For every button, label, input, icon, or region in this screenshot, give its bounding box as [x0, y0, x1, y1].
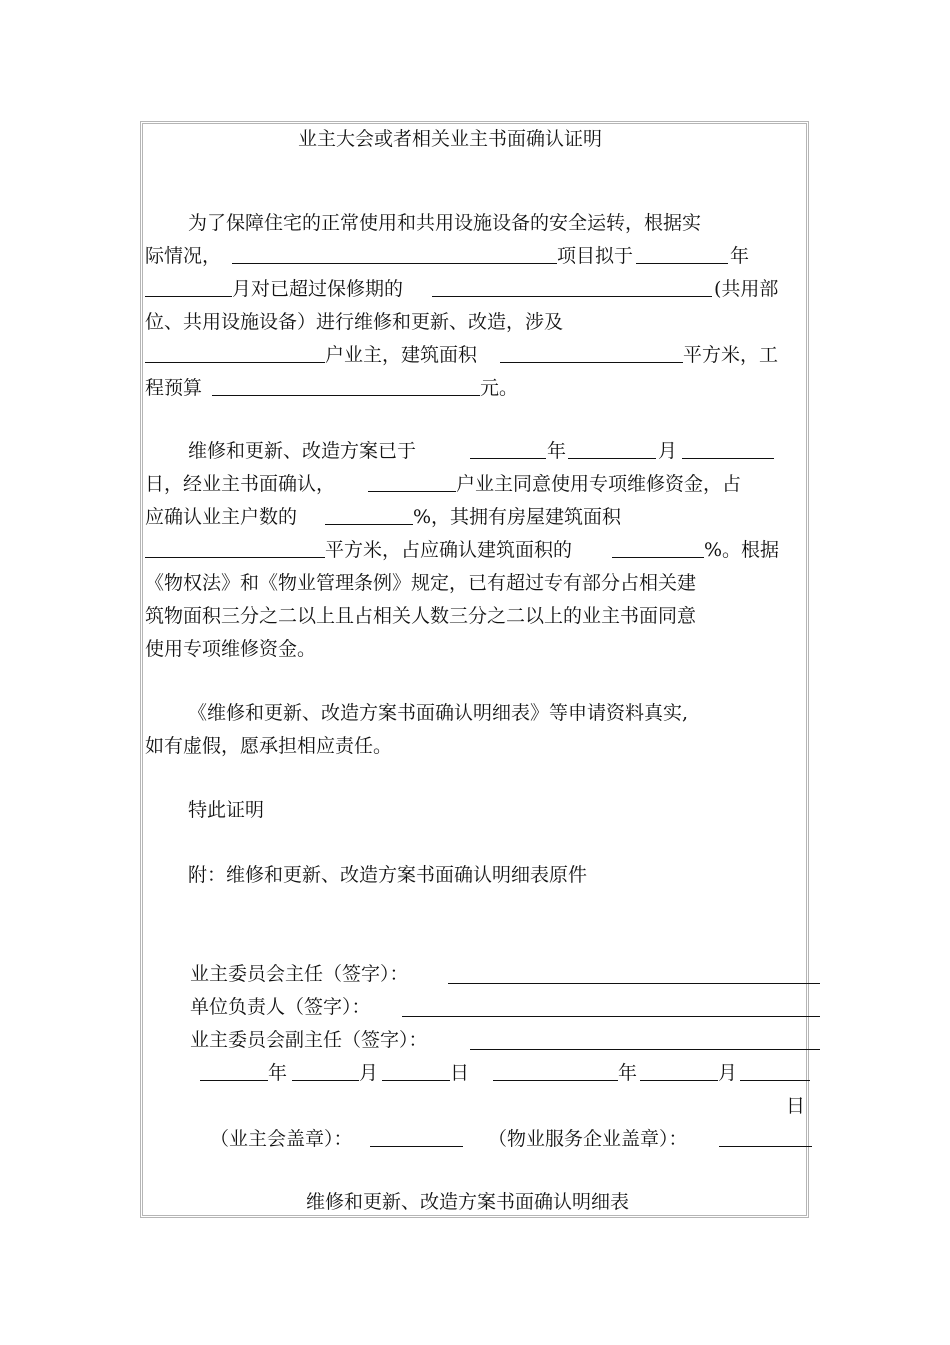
para2-line5: 《物权法》和《物业管理条例》规定，已有超过专有部分占相关建 [145, 572, 697, 594]
property-seal-label: （物业服务企业盖章）： [488, 1128, 688, 1150]
para2-line3-text: %，其拥有房屋建筑面积 [413, 506, 622, 528]
director-signature-label: 业主委员会主任（签字）： [190, 963, 409, 985]
para1-line6-text: 程预算 [145, 377, 203, 399]
property-date-year-label: 年 [618, 1062, 638, 1084]
para1-line4: 位、共用设施设备）进行维修和更新、改造，涉及 [145, 311, 564, 333]
unit-head-signature-label: 单位负责人（签字）： [190, 996, 371, 1018]
budget-blank[interactable] [212, 395, 480, 396]
director-signature-line[interactable] [448, 983, 820, 984]
para1-line2-text: 际情况， [145, 245, 222, 267]
owner-date-month-blank[interactable] [292, 1080, 359, 1081]
certify-text: 特此证明 [188, 799, 265, 821]
para2-line4-text: 平方米，占应确认建筑面积的 [325, 539, 573, 561]
para2-line6: 筑物面积三分之二以上且占相关人数三分之二以上的业主书面同意 [145, 605, 697, 627]
detail-table-title: 维修和更新、改造方案书面确认明细表 [306, 1191, 630, 1213]
vice-director-signature-label: 业主委员会副主任（签字）： [190, 1029, 428, 1051]
property-date-day-blank[interactable] [740, 1080, 810, 1081]
building-area-blank[interactable] [500, 362, 683, 363]
owned-area-blank[interactable] [145, 557, 325, 558]
plan-day-blank[interactable] [682, 458, 774, 459]
para1-line6-text: 元。 [480, 377, 519, 399]
owner-ratio-blank[interactable] [325, 524, 413, 525]
owner-count-blank[interactable] [145, 362, 325, 363]
para2-line4-text: %。根据 [704, 539, 780, 561]
year-blank[interactable] [636, 263, 728, 264]
para1-line3-text: 月对已超过保修期的 [232, 278, 404, 300]
owner-date-day-label: 日 [450, 1062, 470, 1084]
owner-date-day-blank[interactable] [382, 1080, 450, 1081]
plan-month-blank[interactable] [568, 458, 656, 459]
para1-line5-text: 户业主，建筑面积 [325, 344, 478, 366]
unit-head-signature-line[interactable] [402, 1016, 820, 1017]
para2-year-label: 年 [547, 440, 567, 462]
owner-date-year-label: 年 [268, 1062, 288, 1084]
para1-line1: 为了保障住宅的正常使用和共用设施设备的安全运转，根据实 [188, 212, 702, 234]
property-date-month-label: 月 [718, 1062, 738, 1084]
property-date-day-label: 日 [786, 1095, 806, 1117]
para1-line2-text: 项目拟于 [557, 245, 634, 267]
para2-line2-text: 日，经业主书面确认， [145, 473, 336, 495]
property-date-year-blank[interactable] [493, 1080, 618, 1081]
para2-line1-text: 维修和更新、改造方案已于 [188, 440, 417, 462]
plan-year-blank[interactable] [470, 458, 546, 459]
para1-line3-text: (共用部 [714, 278, 779, 300]
property-seal-blank[interactable] [719, 1146, 812, 1147]
para3-line2: 如有虚假，愿承担相应责任。 [145, 735, 393, 757]
property-date-month-blank[interactable] [640, 1080, 718, 1081]
owner-seal-blank[interactable] [370, 1146, 463, 1147]
month-blank[interactable] [145, 296, 232, 297]
para2-month-label: 月 [658, 440, 678, 462]
agree-count-blank[interactable] [368, 491, 456, 492]
para2-line2-text: 户业主同意使用专项维修资金，占 [456, 473, 742, 495]
attachment-note: 附：维修和更新、改造方案书面确认明细表原件 [188, 864, 588, 886]
area-ratio-blank[interactable] [612, 557, 704, 558]
para2-line7: 使用专项维修资金。 [145, 638, 317, 660]
para3-line1: 《维修和更新、改造方案书面确认明细表》等申请资料真实, [188, 702, 689, 724]
para2-line3-text: 应确认业主户数的 [145, 506, 298, 528]
para1-year-label: 年 [730, 245, 750, 267]
owner-date-year-blank[interactable] [200, 1080, 268, 1081]
document-title: 业主大会或者相关业主书面确认证明 [298, 128, 603, 150]
owner-seal-label: （业主会盖章）： [210, 1128, 353, 1150]
owner-date-month-label: 月 [359, 1062, 379, 1084]
vice-director-signature-line[interactable] [470, 1049, 820, 1050]
facility-blank[interactable] [432, 296, 712, 297]
para1-line5-text: 平方米，工 [683, 344, 779, 366]
project-name-blank[interactable] [232, 263, 557, 264]
